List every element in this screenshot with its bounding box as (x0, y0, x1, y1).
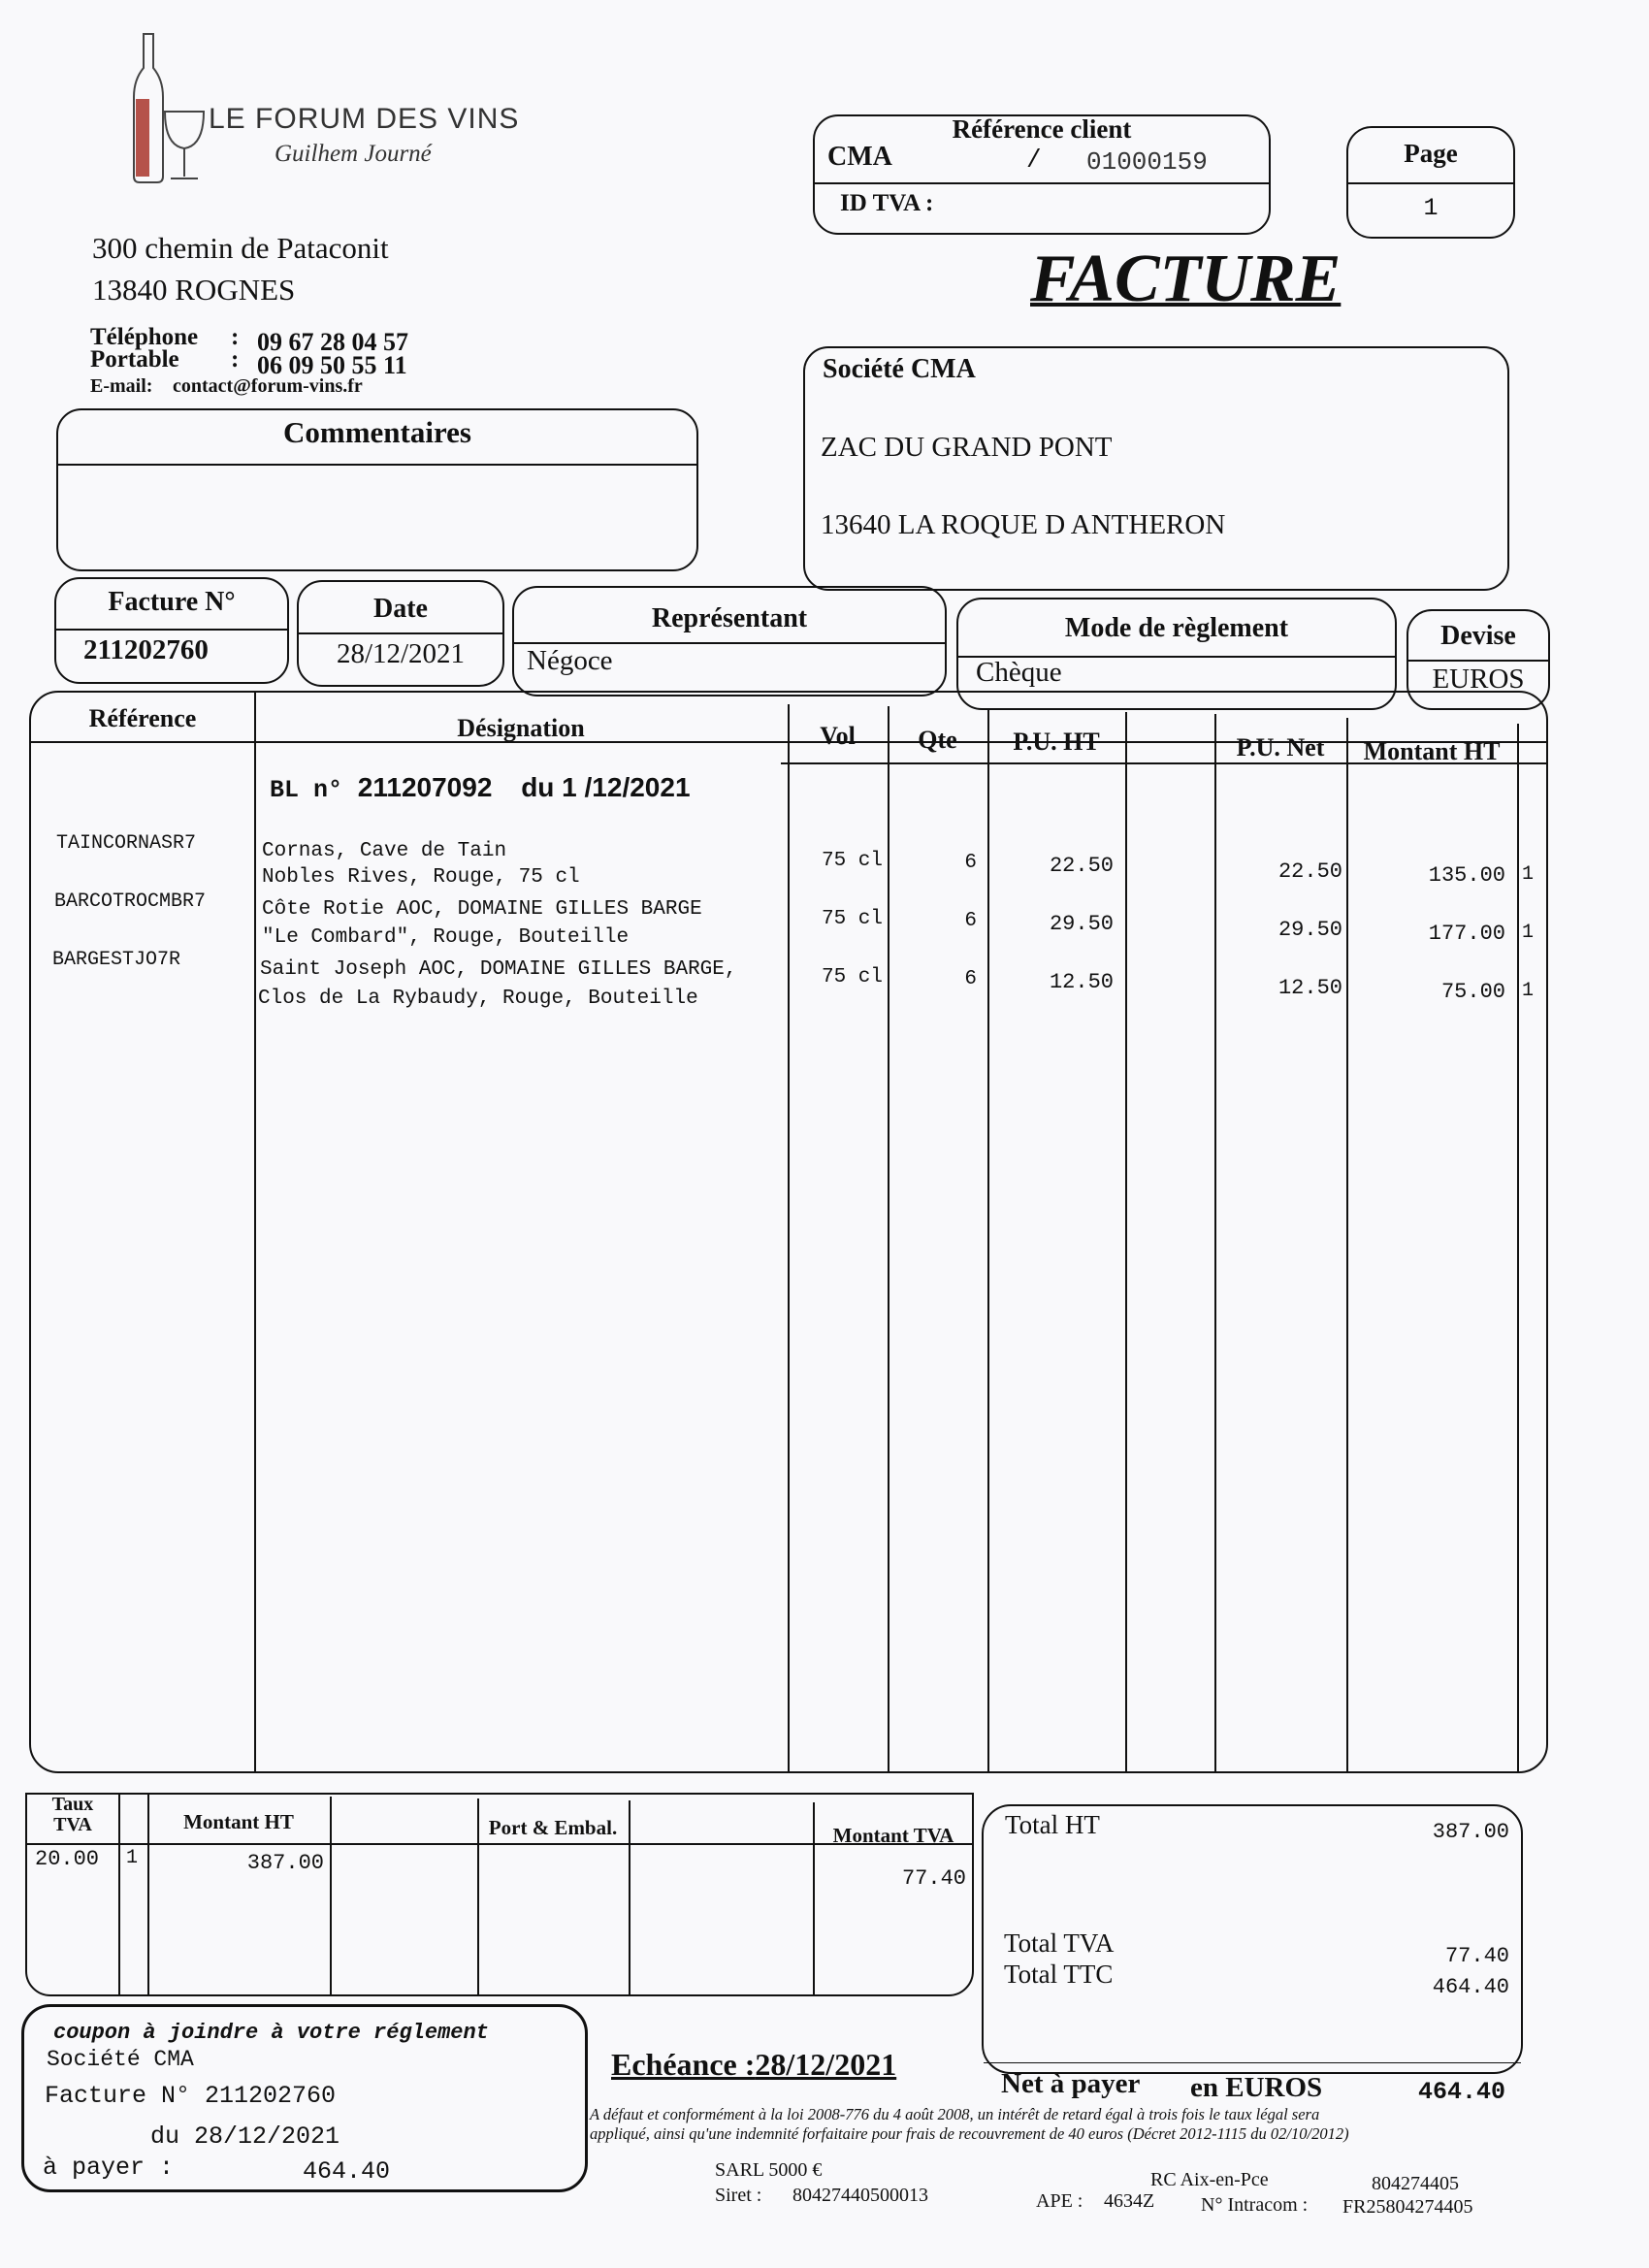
client-ref-separator: / (1026, 146, 1042, 175)
vat-port-label: Port & Embal. (488, 1816, 618, 1839)
due-date-label: Echéance : (611, 2047, 756, 2082)
net-to-pay-currency: en EUROS (1190, 2072, 1323, 2103)
mobile-colon: : (231, 346, 240, 373)
header-amount: Montant HT (1363, 737, 1501, 765)
table-row-net-price: 22.50 (1277, 859, 1342, 884)
table-row-ref: BARGESTJO7R (52, 949, 181, 971)
total-ttc-label: Total TTC (1004, 1960, 1114, 1989)
coupon-invoice: Facture N° 211202760 (45, 2082, 337, 2110)
phone-colon: : (231, 324, 240, 350)
company-address-1: 300 chemin de Pataconit (92, 231, 389, 265)
company-name: LE FORUM DES VINS (209, 103, 520, 135)
table-row-desc: Côte Rotie AOC, DOMAINE GILLES BARGE (262, 898, 702, 921)
table-row-volume: 75 cl (821, 908, 883, 930)
client-ref-number: 01000159 (1086, 147, 1208, 177)
email-value: contact@forum-vins.fr (173, 375, 363, 397)
vat-rate-label: Taux TVA (51, 1794, 94, 1835)
recipient-name: Société CMA (823, 354, 976, 384)
table-row-net-price: 29.50 (1277, 918, 1342, 942)
mobile-value: 06 09 50 55 11 (257, 351, 407, 379)
representative-value: Négoce (527, 645, 613, 676)
payment-mode-label: Mode de règlement (1064, 613, 1289, 643)
mobile-label: Portable (90, 346, 179, 373)
coupon-pay-amount: 464.40 (303, 2157, 391, 2186)
header-reference: Référence (88, 704, 197, 732)
header-designation: Désignation (457, 714, 585, 742)
currency-value: EUROS (1432, 664, 1525, 695)
client-ref-title: Référence client (952, 114, 1132, 144)
comments-title: Commentaires (283, 415, 471, 449)
table-row-volume: 75 cl (821, 966, 883, 988)
coupon-pay-label: à payer : (43, 2154, 175, 2182)
table-row-quantity: 6 (964, 910, 977, 932)
phone-value: 09 67 28 04 57 (257, 328, 408, 356)
page-number: 1 (1423, 194, 1439, 222)
header-unit-price: P.U. HT (1013, 728, 1100, 756)
phone-label: Téléphone (90, 324, 199, 350)
table-row-code: 1 (1522, 980, 1535, 1002)
footer-sarl: SARL 5000 € (715, 2159, 823, 2181)
table-row-desc: Cornas, Cave de Tain (262, 840, 507, 862)
logo (124, 29, 211, 189)
table-row-unit-price: 29.50 (1049, 912, 1114, 936)
net-to-pay-label: Net à payer (1001, 2068, 1141, 2099)
footer-siret: 80427440500013 (792, 2185, 928, 2206)
footer-rc-label: RC Aix-en-Pce (1150, 2169, 1269, 2190)
table-row-desc: "Le Combard", Rouge, Bouteille (262, 926, 630, 949)
invoice-number: 211202760 (83, 634, 209, 665)
footer-rc: 804274405 (1372, 2173, 1459, 2194)
table-row-unit-price: 22.50 (1049, 854, 1114, 878)
payment-mode-value: Chèque (976, 657, 1062, 688)
recipient-line-1: ZAC DU GRAND PONT (821, 432, 1113, 463)
table-row-quantity: 6 (964, 968, 977, 990)
invoice-number-label: Facture N° (108, 587, 236, 617)
coupon-company: Société CMA (47, 2047, 194, 2072)
delivery-note-line (270, 772, 691, 804)
invoice-date: 28/12/2021 (336, 638, 466, 669)
delivery-note-label: BL n° (270, 776, 343, 804)
total-ht: 387.00 (1432, 1820, 1509, 1844)
page-label: Page (1404, 139, 1458, 168)
due-date (611, 2047, 896, 2083)
vat-amount: 387.00 (246, 1851, 324, 1875)
table-row-desc: Clos de La Rybaudy, Rouge, Bouteille (258, 988, 698, 1010)
document-title: FACTURE (1030, 242, 1342, 316)
table-row-desc: Nobles Rives, Rouge, 75 cl (262, 866, 580, 889)
coupon-title: coupon à joindre à votre réglement (53, 2021, 489, 2045)
table-row-amount: 177.00 (1428, 922, 1505, 946)
legal-notice: A défaut et conformément à la loi 2008-776 du 4 août 2008, un intérêt de retard égal à trois fois le taux légal sera appliqué, ainsi qu'une indemnité forfaitaire pour frais de recouvrement de 40 euros (Décret 2012-1115 du 02/10/2012) (590, 2105, 1349, 2143)
table-row-amount: 75.00 (1440, 980, 1505, 1004)
delivery-note-date: du 1 /12/2021 (521, 772, 691, 802)
company-owner: Guilhem Journé (275, 141, 432, 167)
client-ref-code: CMA (827, 142, 892, 172)
coupon-date: du 28/12/2021 (150, 2122, 340, 2151)
vat-code: 1 (126, 1847, 139, 1869)
company-address-2: 13840 ROGNES (92, 273, 296, 307)
vat-tax-label: Montant TVA (832, 1824, 954, 1847)
vat-tax: 77.40 (901, 1866, 966, 1891)
net-to-pay: 464.40 (1417, 2078, 1505, 2106)
client-vat-label: ID TVA : (840, 190, 934, 216)
table-row-code: 1 (1522, 863, 1535, 886)
footer-ape: 4634Z (1104, 2190, 1155, 2212)
vat-amount-label: Montant HT (183, 1810, 294, 1833)
email-label: E-mail: (90, 375, 153, 397)
table-row-ref: TAINCORNASR7 (56, 832, 197, 855)
table-row-amount: 135.00 (1428, 863, 1505, 888)
table-row-desc: Saint Joseph AOC, DOMAINE GILLES BARGE, (260, 958, 737, 981)
header-quantity: Qte (918, 726, 957, 754)
due-date-value: 28/12/2021 (755, 2047, 897, 2082)
table-row-code: 1 (1522, 922, 1535, 944)
total-ht-label: Total HT (1005, 1810, 1100, 1839)
wine-bottle-glass-icon (124, 29, 211, 189)
table-row-volume: 75 cl (821, 850, 883, 872)
representative-label: Représentant (651, 603, 808, 633)
footer-siret-label: Siret : (715, 2185, 762, 2206)
total-ttc: 464.40 (1432, 1975, 1509, 1999)
header-volume: Vol (820, 722, 856, 750)
table-row-quantity: 6 (964, 852, 977, 874)
footer-intracom-label: N° Intracom : (1201, 2194, 1309, 2216)
total-tva: 77.40 (1444, 1944, 1509, 1968)
footer-ape-label: APE : (1036, 2190, 1083, 2212)
delivery-note-number: 211207092 (357, 772, 493, 802)
vat-rate: 20.00 (35, 1847, 100, 1871)
recipient-line-2: 13640 LA ROQUE D ANTHERON (821, 509, 1226, 540)
total-tva-label: Total TVA (1004, 1928, 1115, 1958)
footer-intracom: FR25804274405 (1342, 2196, 1473, 2218)
table-row-unit-price: 12.50 (1049, 970, 1114, 994)
table-row-net-price: 12.50 (1277, 976, 1342, 1000)
header-net-price: P.U. Net (1236, 733, 1325, 761)
table-row-ref: BARCOTROCMBR7 (54, 891, 207, 913)
currency-label: Devise (1440, 621, 1516, 651)
date-label: Date (373, 594, 428, 624)
